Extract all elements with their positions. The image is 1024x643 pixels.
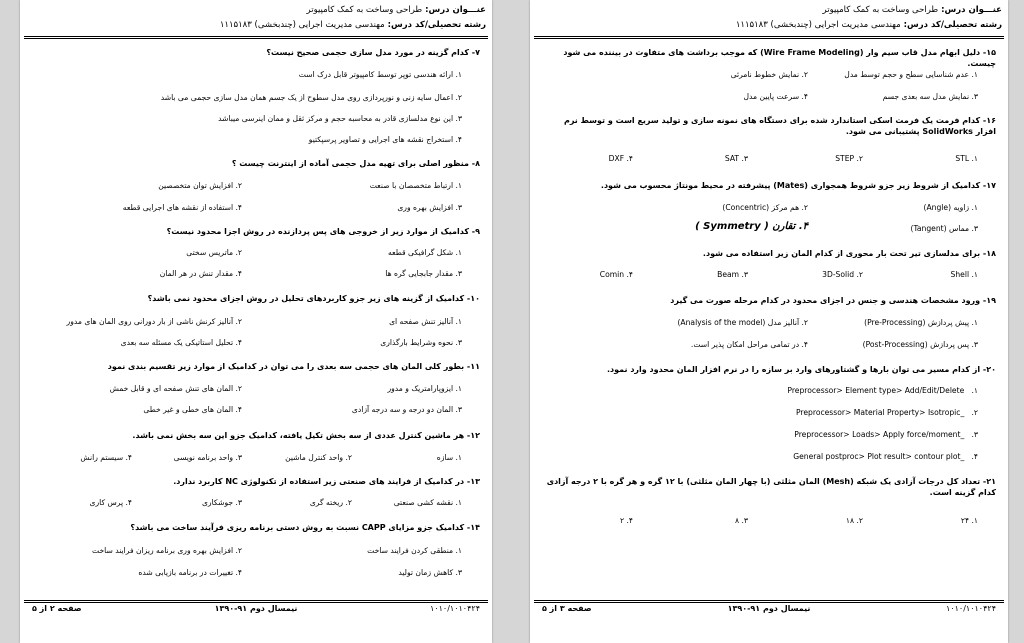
page-number: صفحه ۲ از ۵ <box>32 604 82 613</box>
option: ۳. جوشکاری <box>201 498 242 507</box>
question-19: ۱۹- ورود مشخصات هندسی و جنس در اجزای محدود در کدام مرحله صورت می گیرد <box>670 296 996 305</box>
menu-path: Preprocessor> Loads> Apply force/moment_ <box>794 430 965 439</box>
option: ۳. المان دو درجه و سه درجه آزادی <box>351 405 462 414</box>
question-15: ۱۵- دلیل ابهام مدل قاب سیم وار (Wire Frame Modeling) که موجب برداشت های متفاوت در بیننده می شود چیست. <box>563 48 996 68</box>
option: ۳. کاهش زمان تولید <box>398 568 462 577</box>
option: ۱. نقشه کشی صنعتی <box>393 498 462 507</box>
option: ۲. ۱۸ <box>845 516 863 525</box>
header-rule <box>24 36 488 39</box>
question-18: ۱۸- برای مدلسازی تیر تحت بار محوری از کدام المان زیر استفاده می شود. <box>702 249 996 258</box>
question-17: ۱۷- کدامیک از شروط زیر جزو شروط همجواری (Mates) پیشرفته در محیط مونتاژ محسوب می شود. <box>600 181 996 190</box>
question-10: ۱۰- کدامیک از گزینه های زیر جزو کاربردهای تحلیل در روش اجزای محدود نمی باشد؟ <box>147 294 480 303</box>
field-value: مهندسی مدیریت اجرایی (چندبخشی) ۱۱۱۵۱۸۳ <box>735 20 901 30</box>
exam-code: ۱۰۱۰/۱۰۱۰۴۲۴ <box>946 604 996 613</box>
option: ۴. تحلیل استاتیکی یک مسئله سه بعدی <box>120 338 242 347</box>
question-20: ۲۰- از کدام مسیر می توان بارها و گشتاورهای وارد بر سازه را در نرم افزار المان محدود وارد نمود. <box>607 365 996 374</box>
page-footer <box>26 604 486 618</box>
option: ۲. المان های تنش صفحه ای و قابل خمش <box>109 384 242 393</box>
option: ۱. سازه <box>436 453 462 462</box>
question-21: ۲۱- تعداد کل درجات آزادی یک شبکه (Mesh) المان مثلثی (با چهار المان مثلثی) با ۱۲ گره و هر گره با ۲ درجه آزادی کدام گزینه است. <box>546 477 996 497</box>
field-label: رشته تحصیلی/کد درس: <box>903 20 1002 30</box>
option: ۱. عدم شناسایی سطح و حجم توسط مدل <box>844 70 978 79</box>
option: ۱. منطقی کردن فرایند ساخت <box>367 546 462 555</box>
option: ۲. آنالیز مدل (Analysis of the model) <box>677 318 808 327</box>
option: ۳. مماس (Tangent) <box>910 224 978 233</box>
option: ۲. ریخته گری <box>309 498 352 507</box>
option: ۲. افزایش توان متخصصین <box>158 181 242 190</box>
option: ۲. 3D-Solid <box>822 270 863 279</box>
option: ۴. سیستم رانش <box>80 453 132 462</box>
field-label: رشته تحصیلی/کد درس: <box>387 20 486 30</box>
option: ۴. تقارن ( Symmetry ) <box>695 221 808 232</box>
option: ۴. Comin <box>599 270 633 279</box>
option: ۳. نحوه وشرایط بارگذاری <box>380 338 462 347</box>
footer-rule <box>24 600 488 603</box>
option: ۲. اعمال سایه زنی و نورپردازی روی مدل سطوح از یک جسم همان مدل سازی حجمی می باشد <box>160 93 462 102</box>
question-7: ۷- کدام گزینه در مورد مدل سازی حجمی صحیح نیست؟ <box>266 48 480 57</box>
course-value: طراحی وساخت به کمک کامپیوتر <box>306 5 423 15</box>
option: ۱. Shell <box>950 270 978 279</box>
menu-path: Preprocessor> Material Property> Isotropic_ <box>795 408 965 417</box>
option: ۳. SAT <box>724 154 748 163</box>
option: ۴. پرس کاری <box>89 498 132 507</box>
option: ۳. مقدار جابجایی گره ها <box>385 269 462 278</box>
course-value: طراحی وساخت به کمک کامپیوتر <box>822 5 939 15</box>
course-label: عنـــوان درس: <box>941 5 1002 15</box>
page-number: صفحه ۳ از ۵ <box>542 604 592 613</box>
header-rule <box>534 36 1004 39</box>
semester-label: نیمسال دوم ۹۱-۱۳۹۰ <box>727 604 811 613</box>
option: ۱. ارائه هندسی توپر توسط کامپیوتر قابل درک است <box>298 70 462 79</box>
option: ۱. ایزوپارامتریک و مدور <box>387 384 462 393</box>
option: ۲. ماتریس سختی <box>186 248 242 257</box>
option: ۳. ۸ <box>734 516 748 525</box>
option: ۳. پس پردازش (Post-Processing) <box>862 340 978 349</box>
option: ۲. هم مرکز (Concentric) <box>722 203 808 212</box>
option: ۱. پیش پردازش (Pre-Processing) <box>864 318 978 327</box>
question-11: ۱۱- بطور کلی المان های حجمی سه بعدی را می توان در کدامیک از موارد زیر تقسیم بندی نمود <box>107 362 480 371</box>
option: ۴. تغییرات در برنامه بازیابی شده <box>138 568 242 577</box>
option: ۴. مقدار تنش در هر المان <box>159 269 242 278</box>
option: ۴. استفاده از نقشه های اجرایی قطعه <box>122 203 242 212</box>
option: ۱. آنالیز تنش صفحه ای <box>389 317 462 326</box>
question-9: ۹- کدامیک از موارد زیر از خروجی های پس پردازنده در روش اجزا محدود نیست؟ <box>166 227 480 236</box>
menu-path-option: Preprocessor> Loads> Apply force/moment_ .۳ <box>794 430 978 439</box>
option: ۲. STEP <box>835 154 863 163</box>
exam-code: ۱۰۱۰/۱۰۱۰۴۲۴ <box>430 604 480 613</box>
exam-page-3 <box>530 0 1008 643</box>
option: ۲. واحد کنترل ماشین <box>285 453 352 462</box>
option: ۳. نمایش مدل سه بعدی جسم <box>882 92 978 101</box>
option: ۱. شکل گرافیکی قطعه <box>387 248 462 257</box>
menu-path-option: Preprocessor> Element type> Add/Edit/Delete .۱ <box>787 386 978 395</box>
menu-path: Preprocessor> Element type> Add/Edit/Delete <box>787 386 965 395</box>
option: ۲. نمایش خطوط نامرئی <box>730 70 808 79</box>
option: ۴. DXF <box>608 154 633 163</box>
page-header <box>536 3 1002 33</box>
option: ۴. استخراج نقشه های اجرایی و تصاویر پرسپکتیو <box>308 135 462 144</box>
option: ۴. سرعت پایین مدل <box>743 92 808 101</box>
menu-path-option: Preprocessor> Material Property> Isotropic_ .۲ <box>795 408 978 417</box>
semester-label: نیمسال دوم ۹۱-۱۳۹۰ <box>214 604 298 613</box>
option: ۴. ۲ <box>619 516 633 525</box>
field-value: مهندسی مدیریت اجرایی (چندبخشی) ۱۱۱۵۱۸۳ <box>219 20 385 30</box>
footer-rule <box>534 600 1004 603</box>
option: ۱. STL <box>955 154 978 163</box>
exam-page-2 <box>20 0 492 643</box>
option: ۳. افزایش بهره وری <box>397 203 462 212</box>
option: ۳. این نوع مدلسازی قادر به محاسبه حجم و مرکز ثقل و ممان اینرسی میباشد <box>218 114 462 123</box>
option: ۱. زاویه (Angle) <box>923 203 978 212</box>
option: ۱. ارتباط متخصصان با صنعت <box>369 181 462 190</box>
option: ۱. ۲۴ <box>960 516 978 525</box>
option: ۴. در تمامی مراحل امکان پذیر است. <box>690 340 808 349</box>
option: ۴. المان های خطی و غیر خطی <box>143 405 242 414</box>
option: ۲. افزایش بهره وری برنامه ریزان فرایند ساخت <box>92 546 242 555</box>
page-footer <box>536 604 1002 618</box>
question-13: ۱۳- در کدامیک از فرایند های صنعتی زیر استفاده از تکنولوژی NC کاربرد ندارد. <box>173 477 480 486</box>
option: ۳. واحد برنامه نویسی <box>173 453 242 462</box>
menu-path: General postproc> Plot result> contour plot_ <box>793 452 965 461</box>
question-14: ۱۴- کدامیک جزو مزایای CAPP نسبت به روش دستی برنامه ریزی فرآیند ساخت می باشد؟ <box>130 523 480 532</box>
question-12: ۱۲- هر ماشین کنترل عددی از سه بخش تکیل یافته، کدامیک جزو این سه بخش نمی باشد. <box>132 431 480 440</box>
question-8: ۸- منظور اصلی برای تهیه مدل حجمی آماده از اینترنت چیست ؟ <box>231 159 480 168</box>
course-label: عنـــوان درس: <box>425 5 486 15</box>
question-16: ۱۶- کدام فرمت یک فرمت اسکی استاندارد شده برای دستگاه های نمونه سازی و تولید سریع است و توسط نرم افزار SolidWorks پشتیبانی می شود. <box>563 116 996 136</box>
option: ۳. Beam <box>717 270 748 279</box>
option: ۲. آنالیز کرنش ناشی از بار دورانی روی المان های مدور <box>66 317 242 326</box>
menu-path-option: General postproc> Plot result> contour plot_ .۴ <box>793 452 978 461</box>
page-header <box>26 3 486 33</box>
